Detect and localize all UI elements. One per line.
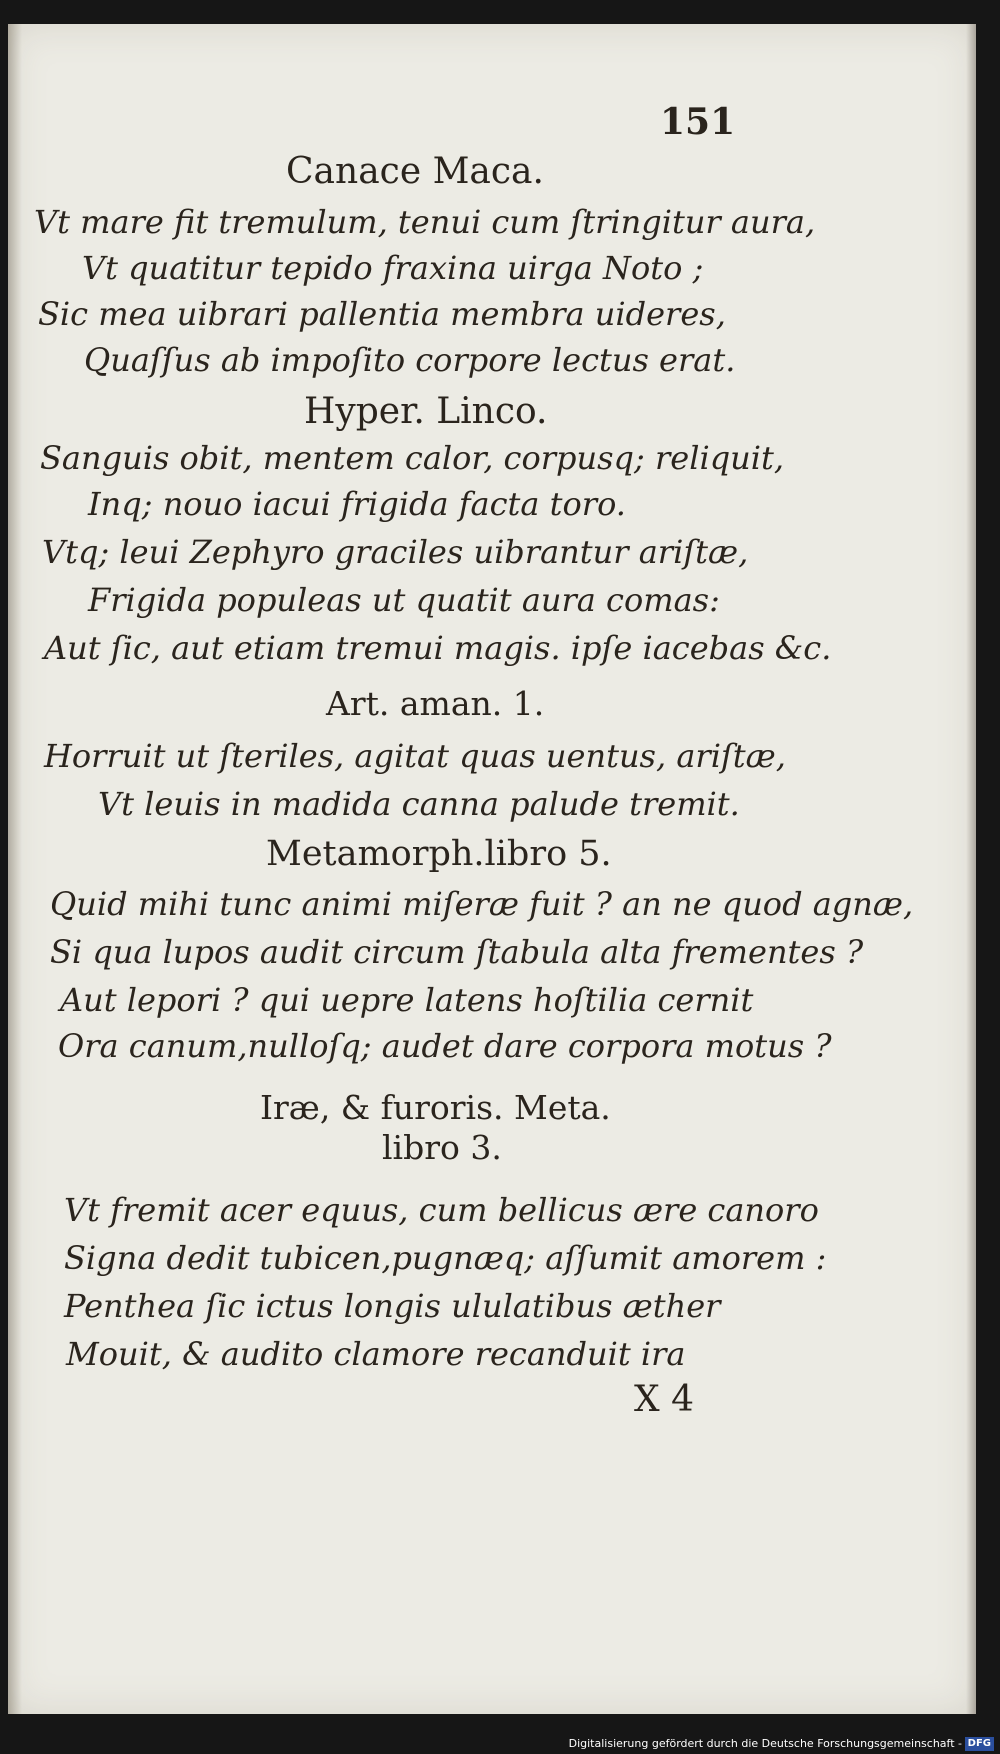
digitization-credit: Digitalisierung gefördert durch die Deutsche Forschungsgemeinschaft - — [568, 1737, 962, 1750]
verse-line: Vt quatitur tepido fraxina uirga Noto ; — [82, 249, 704, 287]
signature-mark: X 4 — [634, 1379, 694, 1420]
verse-line: Quid mihi tunc animi miſeræ fuit ? an ne quod agnæ, — [50, 885, 914, 923]
verse-line: Signa dedit tubicen,pugnæq; aſſumit amorem : — [64, 1239, 827, 1277]
page-edge-shadow — [966, 24, 976, 1714]
dfg-logo: DFG — [965, 1737, 994, 1751]
verse-line: Penthea ſic ictus longis ululatibus æther — [64, 1287, 721, 1325]
verse-line: Horruit ut ſteriles, agitat quas uentus, ariſtæ, — [44, 737, 786, 775]
verse-line: Aut lepori ? qui uepre latens hoſtilia cernit — [60, 981, 754, 1019]
verse-line: Inq; nouo iacui frigida facta toro. — [88, 485, 626, 523]
book-page — [8, 24, 976, 1714]
section-heading: Hyper. Linco. — [304, 391, 548, 432]
verse-line: Vt fremit acer equus, cum bellicus ære canoro — [64, 1191, 819, 1229]
verse-line: Frigida populeas ut quatit aura comas: — [88, 581, 720, 619]
section-subheading: libro 3. — [382, 1128, 502, 1167]
verse-line: Ora canum,nulloſq; audet dare corpora motus ? — [58, 1027, 832, 1065]
verse-line: Si qua lupos audit circum ſtabula alta frementes ? — [50, 933, 864, 971]
verse-line: Vt leuis in madida canna palude tremit. — [98, 785, 740, 823]
section-heading: Iræ, & furoris. Meta. — [260, 1088, 611, 1127]
section-heading: Metamorph.libro 5. — [266, 834, 612, 874]
section-heading: Canace Maca. — [286, 151, 544, 192]
verse-line: Quaſſus ab impoſito corpore lectus erat. — [84, 341, 736, 379]
verse-line: Mouit, & audito clamore recanduit ira — [66, 1335, 686, 1373]
page-number: 151 — [660, 101, 736, 143]
verse-line: Sanguis obit, mentem calor, corpusq; reliquit, — [40, 439, 785, 477]
verse-line: Vt mare fit tremulum, tenui cum ſtringitur aura, — [34, 203, 816, 241]
section-heading: Art. aman. 1. — [326, 684, 545, 723]
verse-line: Vtq; leui Zephyro graciles uibrantur ariſtæ, — [42, 533, 749, 571]
verse-line: Sic mea uibrari pallentia membra uideres, — [38, 295, 726, 333]
verse-line: Aut ſic, aut etiam tremui magis. ipſe iacebas &c. — [44, 629, 832, 667]
spine-shadow — [8, 24, 22, 1714]
